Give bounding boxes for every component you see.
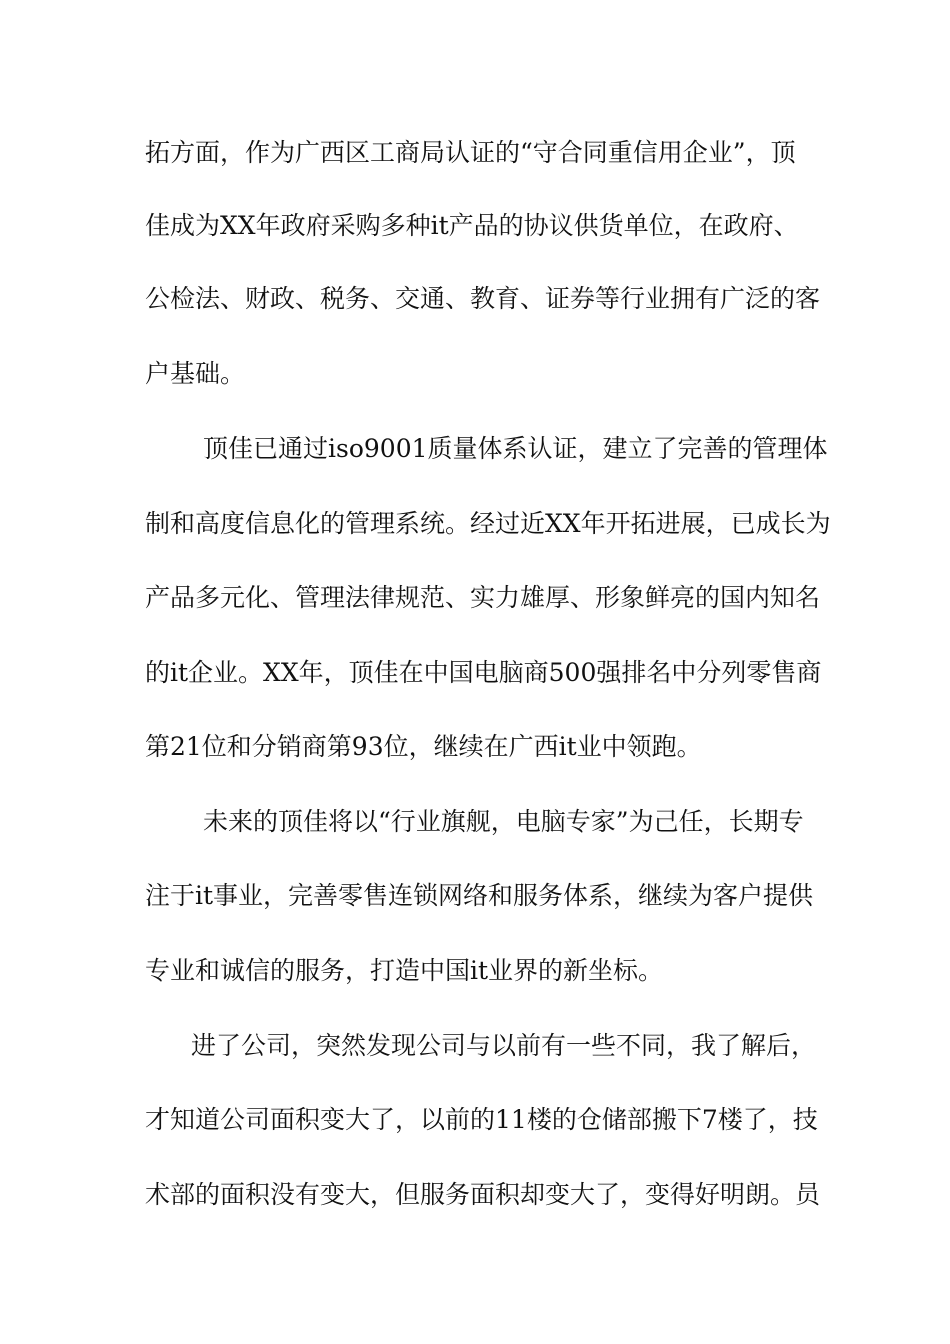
paragraph-3-line-2: 注于it事业，完善零售连锁网络和服务体系，继续为客户提供: [145, 881, 814, 910]
paragraph-4-line-3: 术部的面积没有变大，但服务面积却变大了，变得好明朗。员: [145, 1180, 821, 1209]
paragraph-4-line-2: 才知道公司面积变大了，以前的11楼的仓储部搬下7楼了，技: [145, 1105, 818, 1134]
paragraph-2-line-5: 第21位和分销商第93位，继续在广西it业中领跑。: [145, 732, 702, 761]
paragraph-1-line-4: 户基础。: [145, 359, 246, 388]
paragraph-1-line-1: 拓方面，作为广西区工商局认证的“守合同重信用企业”，顶: [145, 138, 796, 167]
paragraph-1-line-3: 公检法、财政、税务、交通、教育、证券等行业拥有广泛的客: [145, 284, 821, 313]
paragraph-3-line-1: 未来的顶佳将以“行业旗舰，电脑专家”为己任，长期专: [203, 807, 804, 836]
paragraph-3-line-3: 专业和诚信的服务，打造中国it业界的新坐标。: [145, 956, 664, 985]
paragraph-2-line-4: 的it企业。XX年，顶佳在中国电脑商500强排名中分列零售商: [145, 658, 822, 687]
paragraph-4-line-1: 进了公司，突然发现公司与以前有一些不同，我了解后，: [191, 1031, 817, 1060]
paragraph-2-line-3: 产品多元化、管理法律规范、实力雄厚、形象鲜亮的国内知名: [145, 583, 821, 612]
paragraph-2-line-2: 制和高度信息化的管理系统。经过近XX年开拓进展，已成长为: [145, 509, 831, 538]
paragraph-2-line-1: 顶佳已通过iso9001质量体系认证，建立了完善的管理体: [203, 434, 828, 463]
paragraph-1-line-2: 佳成为XX年政府采购多种it产品的协议供货单位，在政府、: [145, 211, 799, 240]
